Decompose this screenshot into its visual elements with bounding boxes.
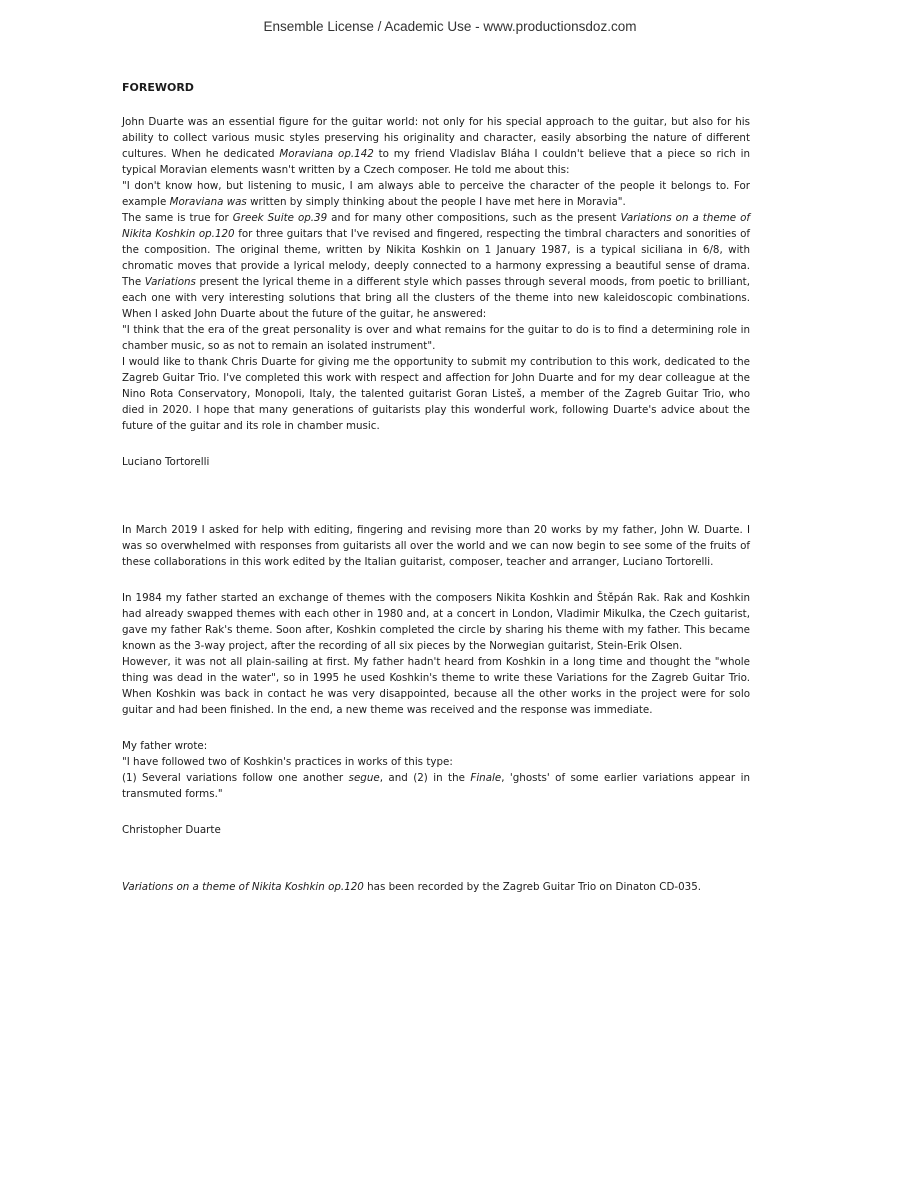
italic-text: segue xyxy=(348,772,380,784)
italic-text: Variations on a theme of Nikita Koshkin op.120 xyxy=(122,212,751,240)
recording-note: Variations on a theme of Nikita Koshkin op.120 has been recorded by the Zagreb Guitar Trio on Dinaton CD-035. xyxy=(122,881,702,893)
quote-line-2: (1) Several variations follow one another segue, and (2) in the Finale, 'ghosts' of some earlier variations appear in transmuted forms." xyxy=(122,772,750,800)
foreword-title: FOREWORD xyxy=(122,81,194,94)
foreword-text xyxy=(122,114,750,434)
italic-text: Variations on a theme of Nikita Koshkin op.120 xyxy=(122,881,364,893)
italic-text: Moraviana op.142 xyxy=(279,148,374,160)
page-header: Ensemble License / Academic Use - www.productionsdoz.com xyxy=(263,19,637,34)
foreword-paragraph: The same is true for Greek Suite op.39 and for many other compositions, such as the present Variations on a theme of Nikita Koshkin op.120 for three guitars that I've revised and fingered, respecting the timbral characters and sonorities of the composition. The original theme, written by Nikita Koshkin on 1 January 1987, is a typical siciliana in 6/8, with chromatic moves that provide a lyrical melody, deeply connected to a harmony expressing a beautiful sense of drama. The Variations present the lyrical theme in a different style which passes through several moods, from poetic to brilliant, each one with very interesting solutions that bring all the clusters of the theme into new kaleidoscopic combinations. When I asked John Duarte about the future of the guitar, he answered: xyxy=(122,212,751,320)
quote-line-1: "I have followed two of Koshkin's practices in works of this type: xyxy=(122,756,453,768)
italic-text: Variations xyxy=(144,276,196,288)
quote-intro: My father wrote: xyxy=(122,740,208,752)
italic-text: Moraviana was xyxy=(169,196,247,208)
foreword-paragraph: "I think that the era of the great personality is over and what remains for the guitar to do is to find a determining role in chamber music, so as not to remain an isolated instrument". xyxy=(122,324,750,352)
italic-text: Finale xyxy=(470,772,502,784)
italic-text: Greek Suite op.39 xyxy=(232,212,328,224)
signature-tortorelli: Luciano Tortorelli xyxy=(122,456,210,468)
note-paragraph-3: However, it was not all plain-sailing at first. My father hadn't heard from Koshkin in a long time and thought the "whole thing was dead in the water", so in 1995 he used Koshkin's theme to write these Variations for the Zagreb Guitar Trio. When Koshkin was back in contact he was very disappointed, because all the other works in the project were for solo guitar and had been finished. In the end, a new theme was received and the response was immediate. xyxy=(122,656,750,716)
note-paragraph-2: In 1984 my father started an exchange of themes with the composers Nikita Koshkin and Štěpán Rak. Rak and Koshkin had already swapped themes with each other in 1980 and, at a concert in London, Vladimir Mikulka, the Czech guitarist, gave my father Rak's theme. Soon after, Koshkin completed the circle by sharing his theme with my father. This became known as the 3-way project, after the recording of all six pieces by the Norwegian guitarist, Stein-Erik Olsen. xyxy=(122,592,750,652)
foreword-paragraph: John Duarte was an essential figure for the guitar world: not only for his special approach to the guitar, but also for his ability to collect various music styles preserving his originality and character, easily absorbing the nature of different cultures. When he dedicated Moraviana op.142 to my friend Vladislav Bláha I couldn't believe that a piece so rich in typical Moravian elements wasn't written by a Czech composer. He told me about this: xyxy=(122,116,750,176)
quote-block xyxy=(122,738,750,802)
note-paragraph-1: In March 2019 I asked for help with editing, fingering and revising more than 20 works by my father, John W. Duarte. I was so overwhelmed with responses from guitarists all over the world and we can now begin to see some of the fruits of these collaborations in this work edited by the Italian guitarist, composer, teacher and arranger, Luciano Tortorelli. xyxy=(122,524,750,568)
foreword-paragraph: I would like to thank Chris Duarte for giving me the opportunity to submit my contribution to this work, dedicated to the Zagreb Guitar Trio. I've completed this work with respect and affection for John Duarte and for my dear colleague at the Nino Rota Conservatory, Monopoli, Italy, the talented guitarist Goran Listeš, a member of the Zagreb Guitar Trio, who died in 2020. I hope that many generations of guitarists play this wonderful work, following Duarte's advice about the future of the guitar and its role in chamber music. xyxy=(122,356,750,432)
signature-christopher-duarte: Christopher Duarte xyxy=(122,824,221,836)
note-paragraphs xyxy=(122,590,750,718)
foreword-paragraph: "I don't know how, but listening to music, I am always able to perceive the character of the people it belongs to. For example Moraviana was written by simply thinking about the people I have met here in Moravia". xyxy=(122,180,750,208)
document-body xyxy=(122,80,750,895)
